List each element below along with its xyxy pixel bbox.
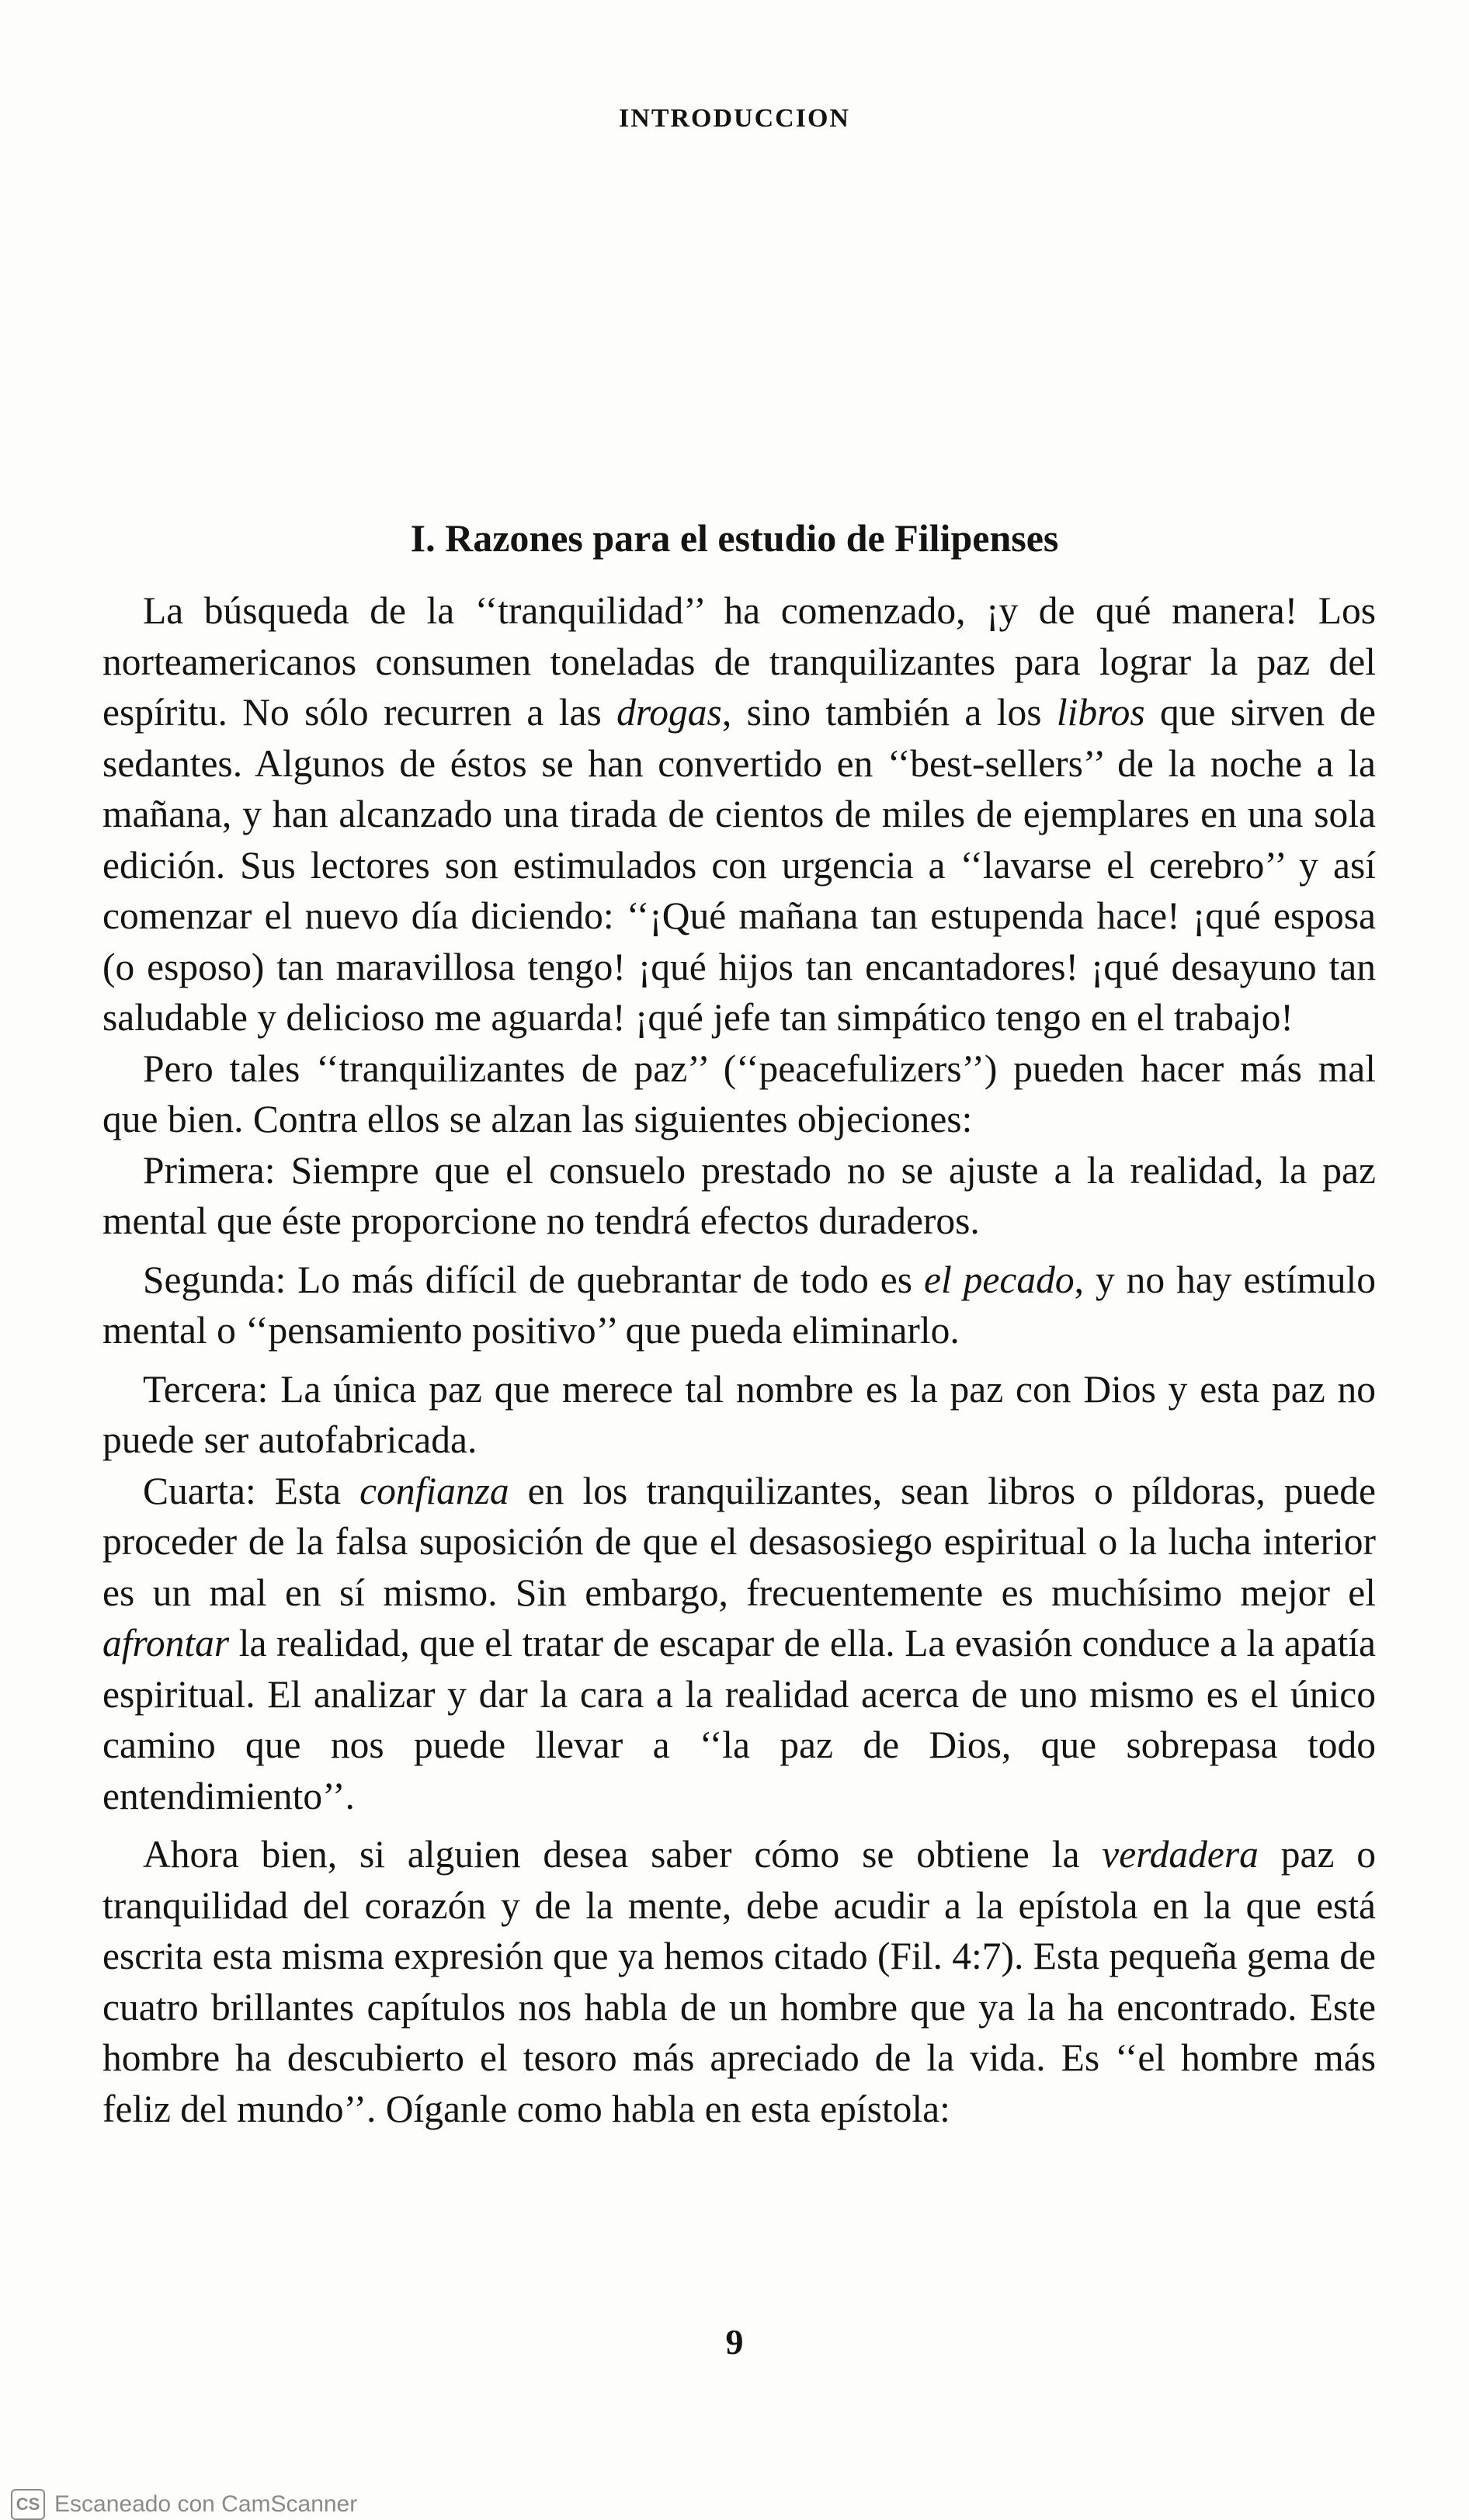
italic-run: verdadera (1102, 1833, 1259, 1876)
italic-run: el pecado (924, 1258, 1075, 1301)
page-number: 9 (725, 2322, 744, 2362)
paragraph (102, 1043, 1376, 1145)
text-run: , sino también a los (721, 691, 1057, 734)
camscanner-logo-icon: CS (11, 2489, 45, 2520)
text-run: , y no hay estímulo mental o ‘‘pensamiento positivo’’ que pueda eliminarlo. (102, 1258, 1377, 1352)
body-text (102, 585, 1376, 2134)
text-run: la realidad, que el tratar de escapar de ella. La evasión conduce a la apatía espiritual. El analizar y dar la cara a la realidad acerca de uno mismo es el único camino que nos puede llevar a ‘‘la paz de Dios, que sobrepasa todo entendimiento’’. (102, 1622, 1376, 1817)
paragraph (102, 1829, 1376, 2134)
text-run: que sirven de sedantes. Algunos de éstos se han convertido en ‘‘best-sellers’’ de la noche a la mañana, y han alcanzado una tirada de cientos de miles de ejemplares en una sola edición. Sus lectores son estimulados con urgencia a ‘‘lavarse el cerebro’’ y así comenzar el nuevo día diciendo: ‘‘¡Qué mañana tan estupenda hace! ¡qué esposa (o esposo) tan maravillosa tengo! ¡qué hijos tan encantadores! ¡qué desayuno tan saludable y delicioso me aguarda! ¡qué jefe tan simpático tengo en el trabajo! (102, 691, 1376, 1039)
paragraph (102, 1145, 1376, 1247)
text-run: Cuarta: Esta (143, 1469, 360, 1512)
paragraph (102, 1364, 1376, 1466)
text-run: Segunda: Lo más difícil de quebrantar de todo es (143, 1258, 924, 1301)
text-run: Pero tales ‘‘tranquilizantes de paz’’ (‘‘peacefulizers’’) pueden hacer más mal que bien. Contra ellos se alzan las siguientes objeciones: (102, 1047, 1376, 1140)
text-run: en los tranquilizantes, sean libros o píldoras, puede proceder de la falsa suposición de que el desasosiego espiritual o la lucha interior es un mal en sí mismo. Sin embargo, frecuentemente es muchísimo mejor el (102, 1469, 1376, 1614)
paragraph (102, 1255, 1376, 1356)
text-run: Ahora bien, si alguien desea saber cómo se obtiene la (143, 1833, 1103, 1876)
scanner-watermark (11, 2489, 357, 2520)
italic-run: libros (1056, 691, 1145, 734)
text-run: paz o tranquilidad del corazón y de la mente, debe acudir a la epístola en la que está escrita esta misma expresión que ya hemos citado (Fil. 4:7). Esta pequeña gema de cuatro brillantes capítulos nos habla de un hombre que ya la ha encontrado. Este hombre ha descubierto el tesoro más apreciado de la vida. Es ‘‘el hombre más feliz del mundo’’. Oíganle como habla en esta epístola: (102, 1833, 1376, 2130)
text-run: Tercera: La única paz que merece tal nombre es la paz con Dios y esta paz no puede ser autofabricada. (102, 1367, 1376, 1461)
text-run: Primera: Siempre que el consuelo prestado no se ajuste a la realidad, la paz mental que éste proporcione no tendrá efectos duraderos. (102, 1148, 1376, 1242)
watermark-text: Escaneado con CamScanner (54, 2491, 358, 2517)
italic-run: drogas (616, 691, 722, 734)
text-run: La búsqueda de la ‘‘tranquilidad’’ ha comenzado, ¡y de qué manera! Los norteamericanos consumen toneladas de tranquilizantes para lograr la paz del espíritu. No sólo recurren a las (102, 589, 1376, 734)
paragraph (102, 1466, 1376, 1822)
section-title: I. Razones para el estudio de Filipenses (410, 516, 1059, 560)
italic-run: afrontar (102, 1622, 230, 1664)
running-head: INTRODUCCION (619, 104, 850, 133)
italic-run: confianza (359, 1469, 509, 1512)
paragraph (102, 585, 1376, 1043)
